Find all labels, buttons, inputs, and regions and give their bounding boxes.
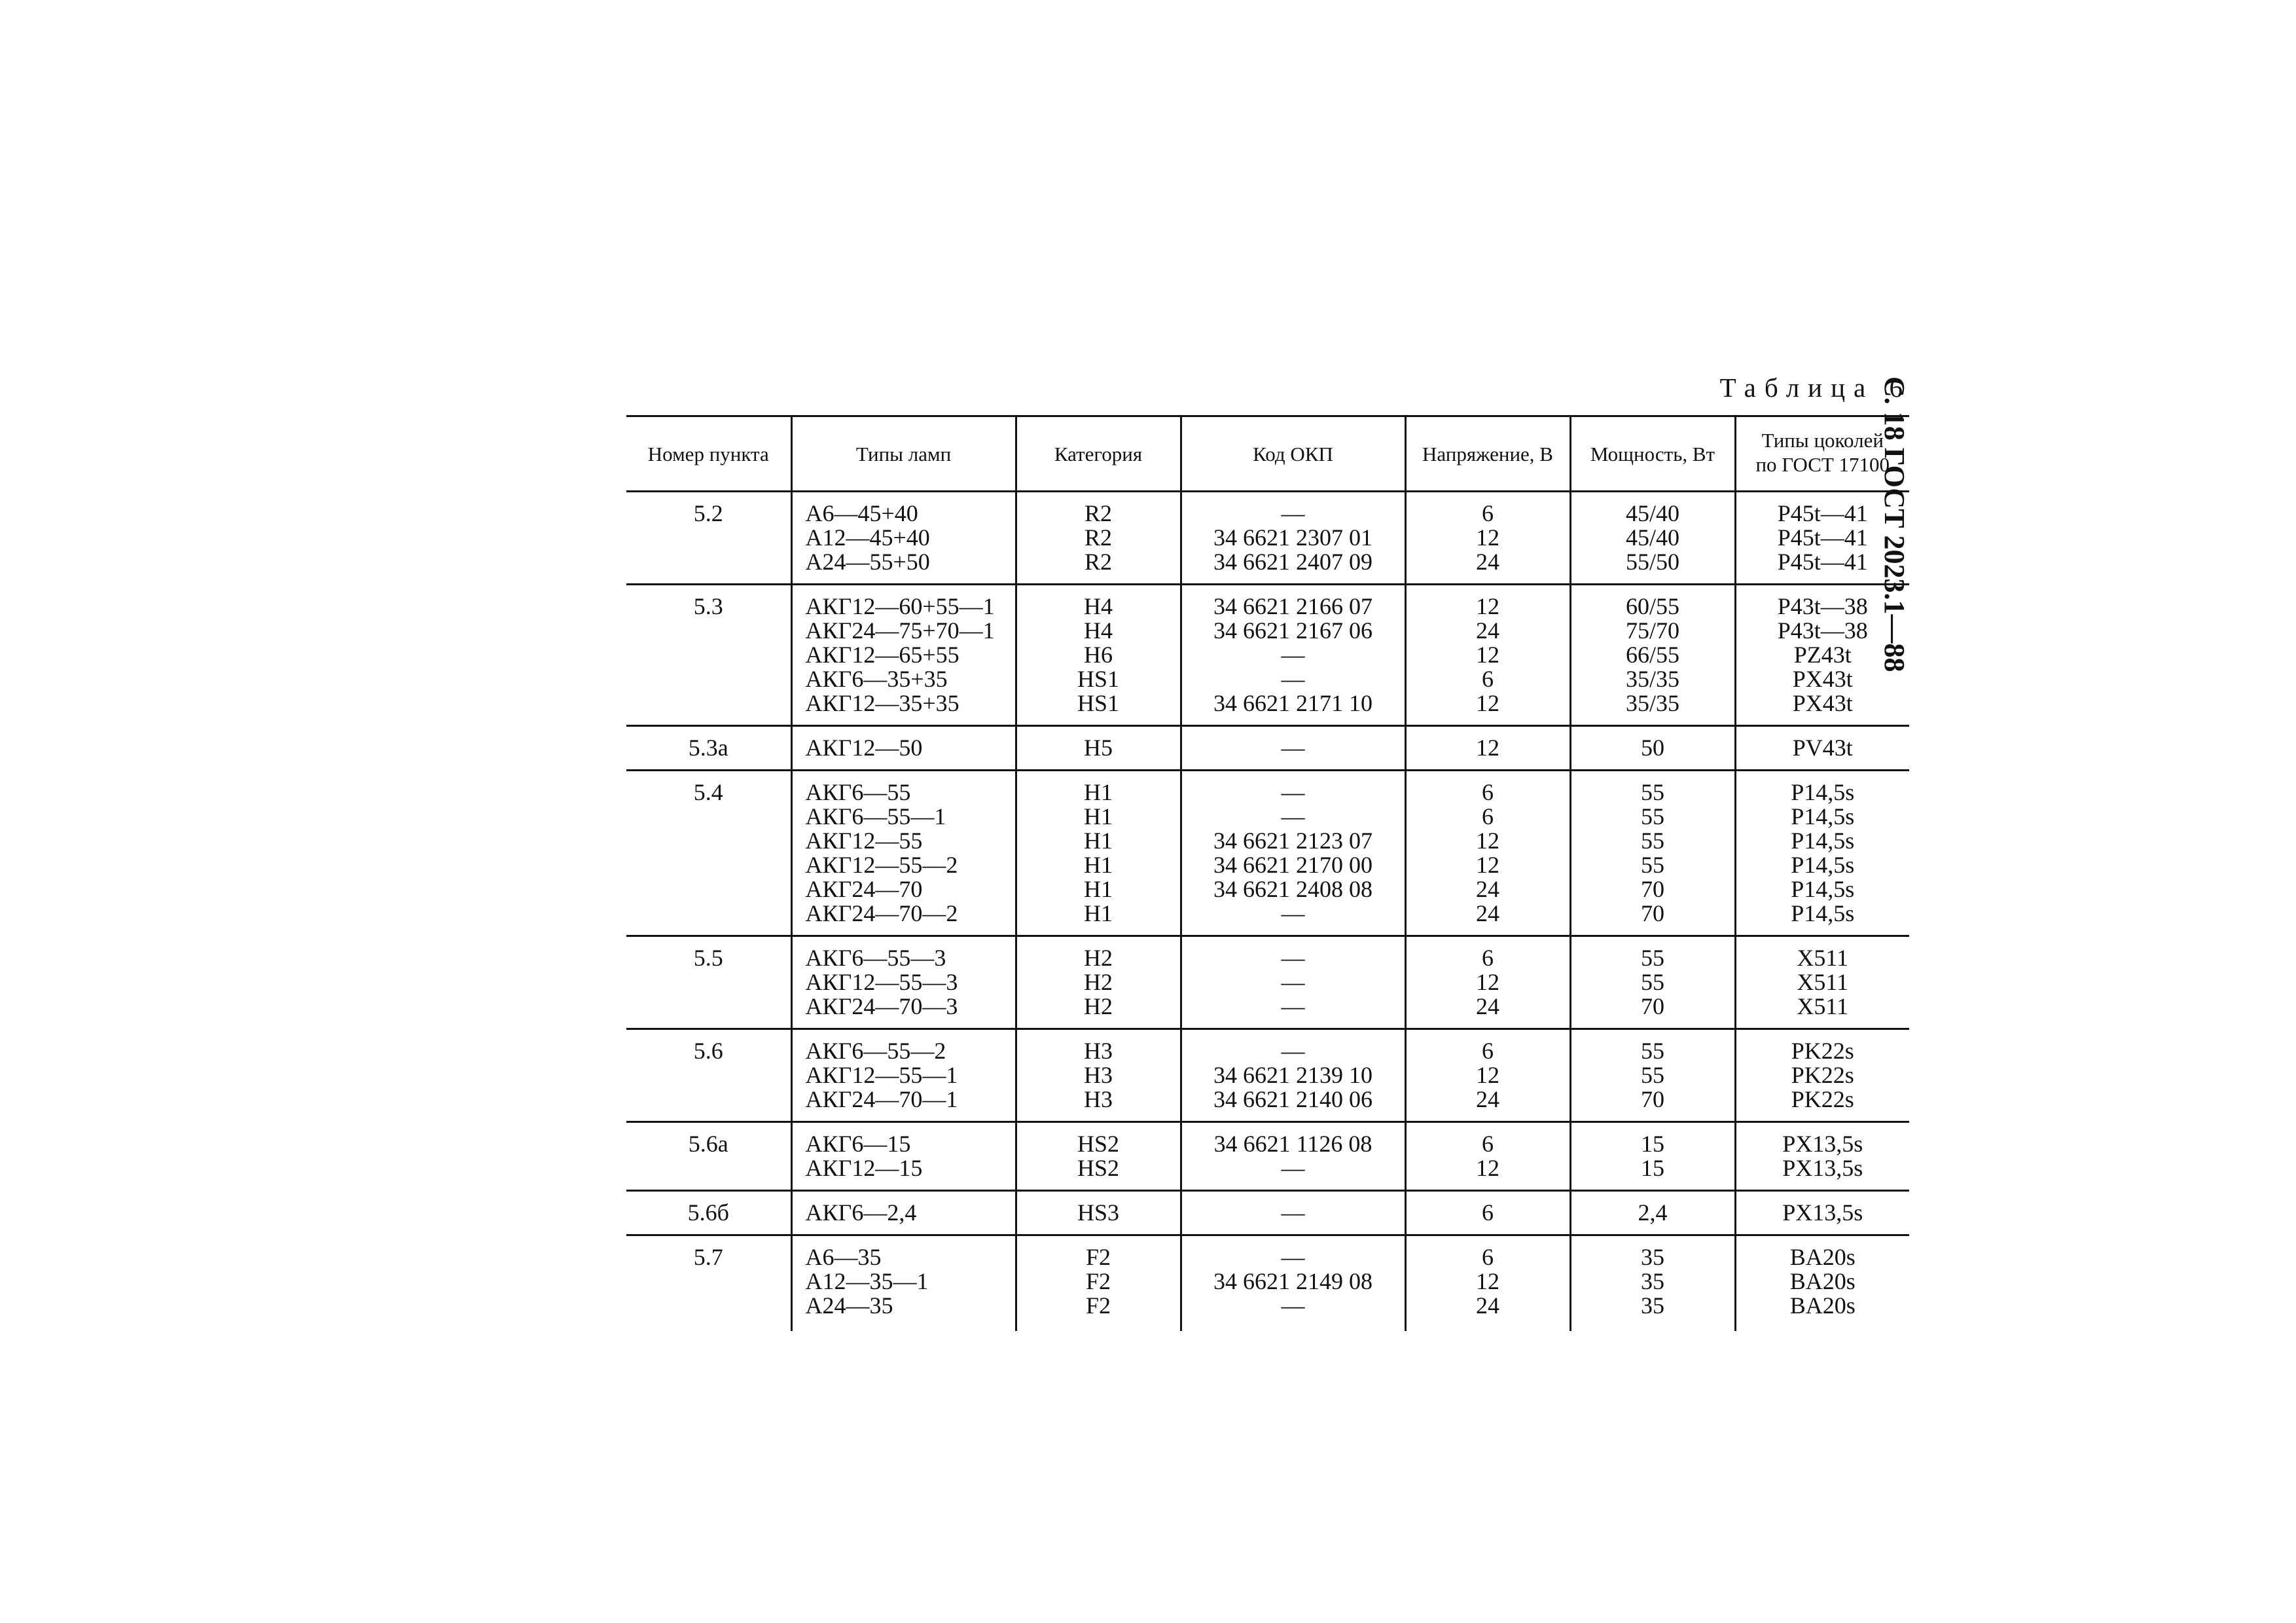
base-type: P45t—41: [1777, 500, 1868, 526]
base-type: P14,5s: [1791, 779, 1855, 805]
item-number-cell: [626, 936, 791, 1029]
okp-code-cell: [1181, 936, 1405, 1029]
base-type: P14,5s: [1791, 852, 1855, 878]
category: H1: [1084, 900, 1113, 926]
power: 55: [1641, 1062, 1664, 1088]
base-type: PV43t: [1792, 735, 1853, 761]
category: R2: [1084, 524, 1112, 551]
okp-code: —: [1281, 993, 1305, 1019]
running-head: С. 18 ГОСТ 2023.1—88: [1878, 376, 1910, 672]
okp-code: 34 6621 2307 01: [1213, 524, 1372, 551]
base-type: P14,5s: [1791, 828, 1855, 854]
base-type: P43t—38: [1777, 593, 1868, 619]
header-item: Номер пункта: [626, 416, 791, 492]
lamp-type: АКГ6—55—1: [805, 803, 946, 830]
okp-code: 34 6621 2171 10: [1213, 690, 1372, 716]
voltage: 12: [1476, 593, 1499, 619]
header-base-line2: по ГОСТ 17100: [1755, 453, 1890, 476]
lamp-type-cell: [791, 1191, 1016, 1235]
header-power: Мощность, Вт: [1570, 416, 1735, 492]
lamp-type: АКГ6—55—2: [805, 1038, 946, 1064]
header-lamp-types: Типы ламп: [791, 416, 1016, 492]
okp-code: —: [1281, 1244, 1305, 1270]
lamp-type: АКГ12—50: [805, 735, 923, 761]
item-number-cell: [626, 585, 791, 726]
power: 55: [1641, 803, 1664, 830]
voltage-cell: [1405, 1235, 1570, 1332]
okp-code: —: [1281, 1155, 1305, 1181]
item-number: 5.6б: [687, 1199, 729, 1226]
base-type: PZ43t: [1793, 642, 1852, 668]
voltage-cell: [1405, 1191, 1570, 1235]
category: H2: [1084, 945, 1113, 971]
voltage: 24: [1476, 549, 1499, 575]
item-number: 5.5: [693, 945, 723, 971]
okp-code: —: [1281, 969, 1305, 995]
base-type-cell: [1735, 1122, 1909, 1191]
category: H3: [1084, 1086, 1113, 1112]
okp-code: —: [1281, 900, 1305, 926]
lamp-type-cell: [791, 1122, 1016, 1191]
category-cell: [1016, 585, 1181, 726]
base-type-cell: [1735, 726, 1909, 771]
category: H1: [1084, 779, 1113, 805]
power: 66/55: [1625, 642, 1679, 668]
base-type-cell: [1735, 936, 1909, 1029]
voltage-cell: [1405, 492, 1570, 585]
lamp-type-cell: [791, 1029, 1016, 1122]
category: HS2: [1077, 1131, 1120, 1157]
item-number-cell: [626, 771, 791, 936]
okp-code: —: [1281, 779, 1305, 805]
voltage: 24: [1476, 617, 1499, 644]
category-cell: [1016, 1122, 1181, 1191]
table-row: [626, 771, 1909, 936]
okp-code: —: [1281, 500, 1305, 526]
base-type-cell: [1735, 492, 1909, 585]
voltage: 12: [1476, 690, 1499, 716]
header-category: Категория: [1016, 416, 1181, 492]
item-number: 5.2: [693, 500, 723, 526]
lamp-type: АКГ12—55: [805, 828, 923, 854]
category: H6: [1084, 642, 1113, 668]
lamp-type: АКГ24—70: [805, 876, 923, 902]
power: 70: [1641, 1086, 1664, 1112]
power: 70: [1641, 900, 1664, 926]
okp-code-cell: [1181, 726, 1405, 771]
voltage: 12: [1476, 1155, 1499, 1181]
power-cell: [1570, 726, 1735, 771]
base-type: P43t—38: [1777, 617, 1868, 644]
category: H4: [1084, 617, 1113, 644]
voltage-cell: [1405, 726, 1570, 771]
base-type: PX13,5s: [1782, 1155, 1863, 1181]
category-cell: [1016, 1191, 1181, 1235]
base-type: P45t—41: [1777, 549, 1868, 575]
item-number-cell: [626, 1235, 791, 1332]
category-cell: [1016, 1029, 1181, 1122]
table-row: [626, 1191, 1909, 1235]
power: 55: [1641, 852, 1664, 878]
okp-code-cell: [1181, 1029, 1405, 1122]
category: HS2: [1077, 1155, 1120, 1181]
okp-code: 34 6621 2167 06: [1213, 617, 1372, 644]
lamp-type: АКГ12—15: [805, 1155, 923, 1181]
power: 55: [1641, 828, 1664, 854]
lamp-type: АКГ6—2,4: [805, 1199, 917, 1226]
okp-code: 34 6621 2139 10: [1213, 1062, 1372, 1088]
item-number-cell: [626, 726, 791, 771]
category: H1: [1084, 852, 1113, 878]
lamp-type: АКГ24—70—1: [805, 1086, 958, 1112]
okp-code-cell: [1181, 771, 1405, 936]
voltage: 6: [1482, 1131, 1494, 1157]
lamp-type: А12—45+40: [805, 524, 930, 551]
base-type: PK22s: [1791, 1062, 1854, 1088]
voltage: 6: [1482, 803, 1494, 830]
okp-code: —: [1281, 945, 1305, 971]
voltage: 6: [1482, 1244, 1494, 1270]
okp-code: —: [1281, 1038, 1305, 1064]
base-type: X511: [1797, 945, 1849, 971]
power-cell: [1570, 1122, 1735, 1191]
category-cell: [1016, 492, 1181, 585]
power: 35: [1641, 1244, 1664, 1270]
table-row: [626, 936, 1909, 1029]
power: 45/40: [1625, 500, 1679, 526]
power: 35/35: [1625, 690, 1679, 716]
base-type: P14,5s: [1791, 876, 1855, 902]
power: 2,4: [1638, 1199, 1668, 1226]
base-type: PX43t: [1792, 690, 1853, 716]
lamp-type: АКГ12—35+35: [805, 690, 960, 716]
header-voltage: Напряжение, В: [1405, 416, 1570, 492]
voltage: 12: [1476, 735, 1499, 761]
base-type: X511: [1797, 993, 1849, 1019]
table-body: [626, 492, 1909, 1332]
item-number: 5.4: [693, 779, 723, 805]
lamp-type: А12—35—1: [805, 1268, 929, 1294]
power: 35: [1641, 1268, 1664, 1294]
base-type-cell: [1735, 1235, 1909, 1332]
base-type-cell: [1735, 585, 1909, 726]
item-number: 5.6а: [688, 1131, 728, 1157]
okp-code: —: [1281, 642, 1305, 668]
lamp-type: АКГ12—60+55—1: [805, 593, 995, 619]
category: H2: [1084, 993, 1113, 1019]
voltage: 24: [1476, 1086, 1499, 1112]
lamp-type: АКГ12—65+55: [805, 642, 960, 668]
header-row: [626, 416, 1909, 492]
lamp-type: АКГ12—55—3: [805, 969, 958, 995]
header-base-line1: Типы цоколей: [1761, 429, 1884, 452]
okp-code-cell: [1181, 585, 1405, 726]
lamp-type: А24—55+50: [805, 549, 930, 575]
category: HS1: [1077, 666, 1120, 692]
category-cell: [1016, 936, 1181, 1029]
power: 60/55: [1625, 593, 1679, 619]
category: H1: [1084, 803, 1113, 830]
power: 15: [1641, 1131, 1664, 1157]
table-row: [626, 492, 1909, 585]
power: 55: [1641, 945, 1664, 971]
okp-code: 34 6621 2166 07: [1213, 593, 1372, 619]
category-cell: [1016, 726, 1181, 771]
category: R2: [1084, 549, 1112, 575]
okp-code: —: [1281, 1292, 1305, 1319]
base-type: BA20s: [1789, 1244, 1856, 1270]
power: 35/35: [1625, 666, 1679, 692]
okp-code-cell: [1181, 1191, 1405, 1235]
category: H1: [1084, 876, 1113, 902]
category: HS1: [1077, 690, 1120, 716]
voltage: 6: [1482, 779, 1494, 805]
lamp-type: АКГ24—70—3: [805, 993, 958, 1019]
base-type: PX13,5s: [1782, 1131, 1863, 1157]
base-type: P45t—41: [1777, 524, 1868, 551]
category: H3: [1084, 1038, 1113, 1064]
lamp-type: АКГ12—55—1: [805, 1062, 958, 1088]
voltage: 12: [1476, 642, 1499, 668]
voltage: 6: [1482, 500, 1494, 526]
table-header: [626, 416, 1909, 492]
item-number-cell: [626, 1122, 791, 1191]
base-type: PK22s: [1791, 1086, 1854, 1112]
category: R2: [1084, 500, 1112, 526]
item-number: 5.3: [693, 593, 723, 619]
item-number: 5.3а: [688, 735, 728, 761]
okp-code: —: [1281, 1199, 1305, 1226]
item-number-cell: [626, 1029, 791, 1122]
table-row: [626, 585, 1909, 726]
voltage-cell: [1405, 1029, 1570, 1122]
power: 50: [1641, 735, 1664, 761]
lamp-type: АКГ12—55—2: [805, 852, 958, 878]
voltage: 6: [1482, 1038, 1494, 1064]
category: HS3: [1077, 1199, 1120, 1226]
base-type-cell: [1735, 1029, 1909, 1122]
okp-code: 34 6621 1126 08: [1213, 1131, 1372, 1157]
voltage: 12: [1476, 969, 1499, 995]
voltage: 12: [1476, 828, 1499, 854]
power-cell: [1570, 492, 1735, 585]
voltage-cell: [1405, 936, 1570, 1029]
power-cell: [1570, 936, 1735, 1029]
voltage: 6: [1482, 1199, 1494, 1226]
item-number-cell: [626, 1191, 791, 1235]
category-cell: [1016, 771, 1181, 936]
lamp-type-cell: [791, 492, 1016, 585]
power: 55: [1641, 1038, 1664, 1064]
okp-code: 34 6621 2140 06: [1213, 1086, 1372, 1112]
voltage-cell: [1405, 771, 1570, 936]
power: 15: [1641, 1155, 1664, 1181]
lamp-type: АКГ6—55—3: [805, 945, 946, 971]
base-type: BA20s: [1789, 1292, 1856, 1319]
lamp-type: АКГ24—75+70—1: [805, 617, 995, 644]
voltage: 24: [1476, 876, 1499, 902]
base-type-cell: [1735, 1191, 1909, 1235]
base-type: BA20s: [1789, 1268, 1856, 1294]
lamp-type: АКГ6—35+35: [805, 666, 948, 692]
category: H4: [1084, 593, 1113, 619]
lamp-table-container: [626, 415, 1909, 1331]
lamp-type-cell: [791, 1235, 1016, 1332]
lamp-type: АКГ6—55: [805, 779, 911, 805]
category: H2: [1084, 969, 1113, 995]
table-row: [626, 1122, 1909, 1191]
item-number-cell: [626, 492, 791, 585]
voltage: 6: [1482, 945, 1494, 971]
lamp-type: АКГ6—15: [805, 1131, 911, 1157]
voltage: 12: [1476, 852, 1499, 878]
voltage: 12: [1476, 1062, 1499, 1088]
power: 55: [1641, 969, 1664, 995]
category: H1: [1084, 828, 1113, 854]
lamp-type-cell: [791, 585, 1016, 726]
lamp-type: А6—45+40: [805, 500, 918, 526]
lamp-type-cell: [791, 726, 1016, 771]
voltage-cell: [1405, 1122, 1570, 1191]
table-row: [626, 726, 1909, 771]
power-cell: [1570, 1029, 1735, 1122]
category: F2: [1085, 1268, 1111, 1294]
okp-code: 34 6621 2170 00: [1213, 852, 1372, 878]
okp-code-cell: [1181, 1235, 1405, 1332]
category-cell: [1016, 1235, 1181, 1332]
base-type: P14,5s: [1791, 803, 1855, 830]
power: 70: [1641, 876, 1664, 902]
lamp-type: АКГ24—70—2: [805, 900, 958, 926]
power-cell: [1570, 771, 1735, 936]
voltage: 6: [1482, 666, 1494, 692]
power-cell: [1570, 1235, 1735, 1332]
okp-code: —: [1281, 735, 1305, 761]
okp-code-cell: [1181, 492, 1405, 585]
category: H5: [1084, 735, 1113, 761]
voltage: 12: [1476, 1268, 1499, 1294]
okp-code: —: [1281, 803, 1305, 830]
lamp-type: А6—35: [805, 1244, 882, 1270]
base-type: PX13,5s: [1782, 1199, 1863, 1226]
voltage: 24: [1476, 993, 1499, 1019]
power: 75/70: [1625, 617, 1679, 644]
okp-code: 34 6621 2149 08: [1213, 1268, 1372, 1294]
base-type: PX43t: [1792, 666, 1853, 692]
category: H3: [1084, 1062, 1113, 1088]
base-type: P14,5s: [1791, 900, 1855, 926]
voltage-cell: [1405, 585, 1570, 726]
table-row: [626, 1235, 1909, 1332]
category: F2: [1085, 1244, 1111, 1270]
okp-code: —: [1281, 666, 1305, 692]
base-type: X511: [1797, 969, 1849, 995]
okp-code: 34 6621 2408 08: [1213, 876, 1372, 902]
okp-code-cell: [1181, 1122, 1405, 1191]
voltage: 12: [1476, 524, 1499, 551]
header-okp: Код ОКП: [1181, 416, 1405, 492]
power: 55: [1641, 779, 1664, 805]
voltage: 24: [1476, 1292, 1499, 1319]
power: 45/40: [1625, 524, 1679, 551]
lamp-type-cell: [791, 936, 1016, 1029]
header-base: [1735, 416, 1909, 492]
power: 35: [1641, 1292, 1664, 1319]
category: F2: [1085, 1292, 1111, 1319]
base-type-cell: [1735, 771, 1909, 936]
okp-code: 34 6621 2407 09: [1213, 549, 1372, 575]
item-number: 5.7: [693, 1244, 723, 1270]
item-number: 5.6: [693, 1038, 723, 1064]
okp-code: 34 6621 2123 07: [1213, 828, 1372, 854]
table-caption: Таблица 6: [1719, 373, 1911, 403]
base-type: PK22s: [1791, 1038, 1854, 1064]
lamp-type: А24—35: [805, 1292, 893, 1319]
lamp-type-cell: [791, 771, 1016, 936]
power-cell: [1570, 1191, 1735, 1235]
table-row: [626, 1029, 1909, 1122]
power: 55/50: [1625, 549, 1679, 575]
power-cell: [1570, 585, 1735, 726]
voltage: 24: [1476, 900, 1499, 926]
power: 70: [1641, 993, 1664, 1019]
lamp-table: [626, 415, 1909, 1331]
